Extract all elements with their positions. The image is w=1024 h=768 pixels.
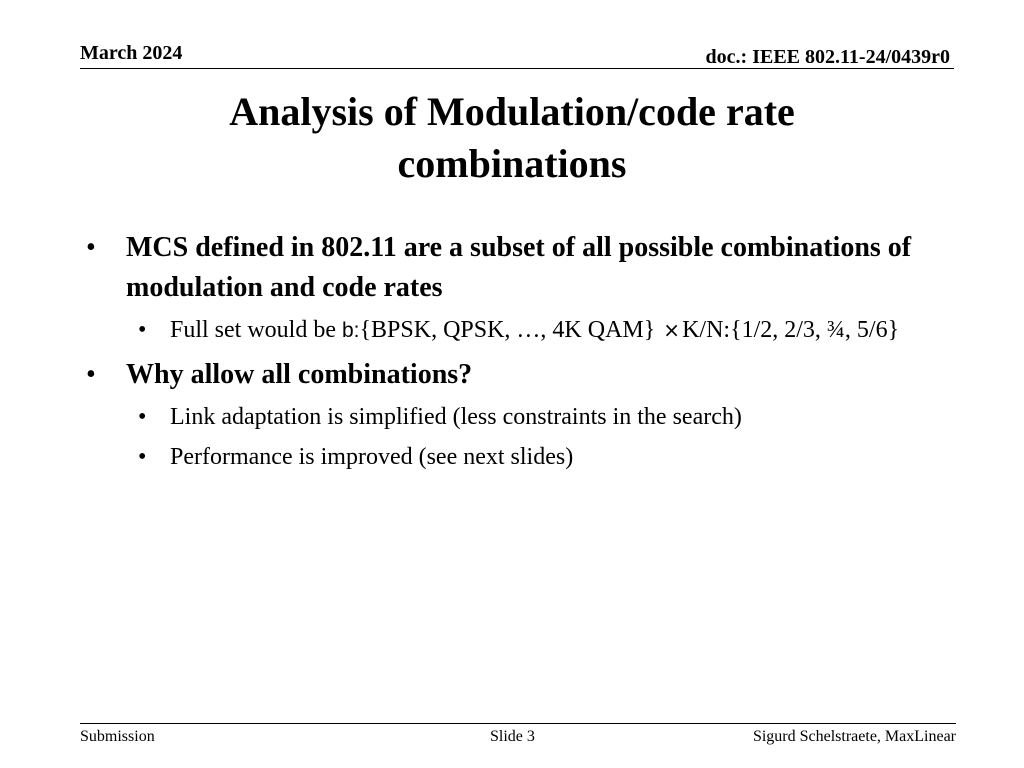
- header-divider: [80, 68, 954, 69]
- bullet-dot: •: [138, 444, 147, 470]
- header-doc-id: doc.: IEEE 802.11-24/0439r0: [705, 46, 950, 68]
- bullet-dot: •: [86, 359, 96, 390]
- code-rate-set: K/N:{1/2, 2/3, ¾, 5/6}: [682, 317, 900, 343]
- sub-bullet-full-set: [138, 314, 926, 347]
- footer-divider: [80, 723, 956, 724]
- modulation-set: {BPSK, QPSK, …, 4K QAM}: [359, 317, 656, 343]
- footer-slide-number: Slide 3: [490, 728, 535, 745]
- slide-title-line-2: combinations: [397, 141, 627, 186]
- sub-bullet-text: Performance is improved (see next slides): [170, 444, 574, 470]
- slide-title: [100, 86, 924, 190]
- modulation-symbol-label: b:: [342, 319, 360, 342]
- header-date: March 2024: [80, 42, 183, 64]
- sub-bullet-link-adaptation: [138, 401, 926, 433]
- sub-bullet-performance: [138, 441, 926, 473]
- bullet-dot: •: [138, 317, 147, 343]
- slide-body: [86, 228, 926, 481]
- bullet-why-allow: [86, 355, 926, 395]
- slide-title-line-1: Analysis of Modulation/code rate: [229, 89, 795, 134]
- sub-bullet-text: Link adaptation is simplified (less constraints in the search): [170, 404, 742, 430]
- bullet-text: MCS defined in 802.11 are a subset of all possible combinations of modulation and code rates: [126, 232, 912, 303]
- bullet-dot: •: [138, 404, 147, 430]
- bullet-dot: •: [86, 232, 96, 263]
- sub-bullet-prefix: Full set would be: [170, 317, 342, 343]
- footer-author: Sigurd Schelstraete, MaxLinear: [752, 728, 956, 745]
- bullet-text: Why allow all combinations?: [126, 359, 473, 390]
- footer-submission: Submission: [80, 728, 155, 745]
- bullet-mcs-subset: [86, 228, 926, 308]
- cartesian-product-symbol: ×: [663, 318, 681, 342]
